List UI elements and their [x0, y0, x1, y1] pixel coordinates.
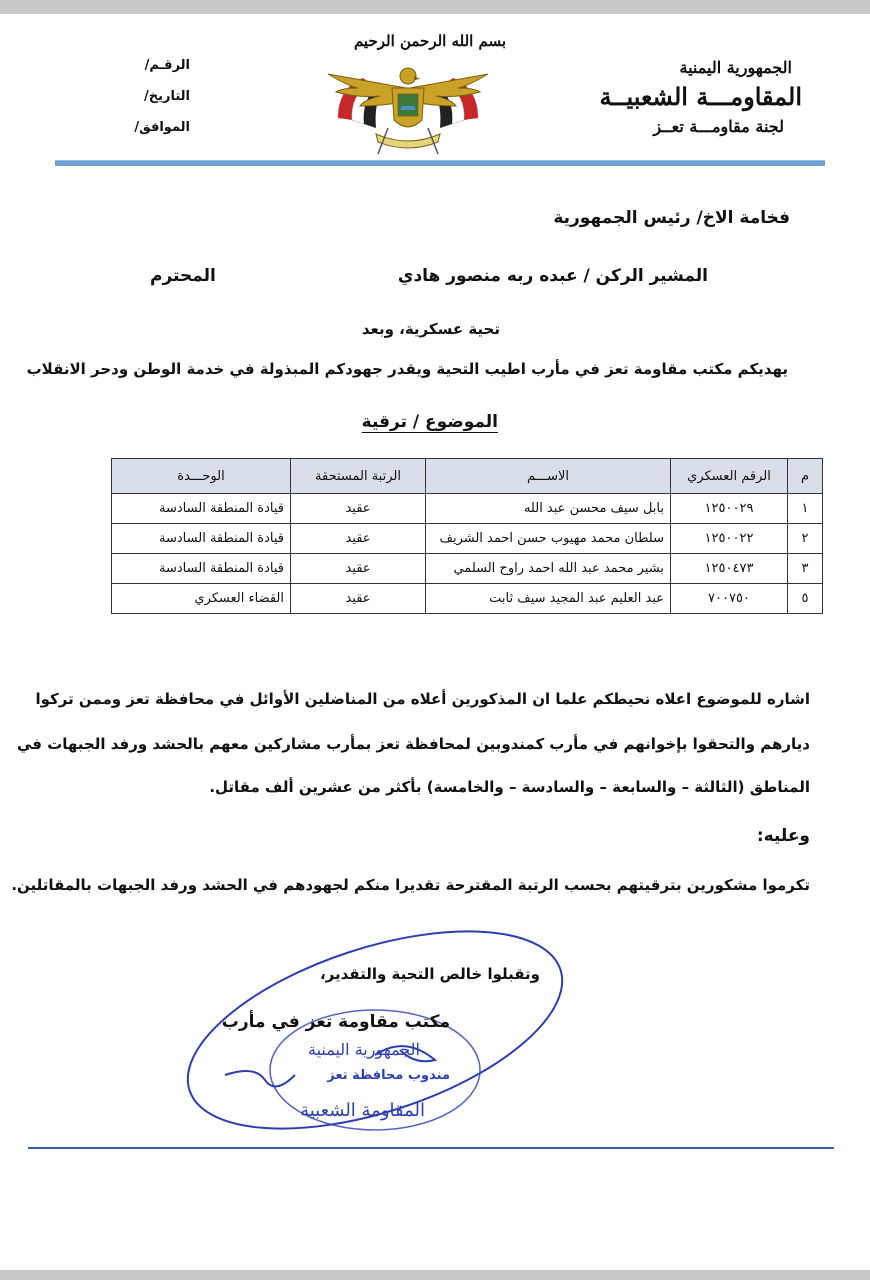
cell-unit: قيادة المنطقة السادسة — [112, 494, 291, 524]
cell-rank: عقيد — [291, 524, 426, 554]
cell-unit: قيادة المنطقة السادسة — [112, 554, 291, 584]
cell-military-number: ٧٠٠٧٥٠ — [671, 584, 788, 614]
col-header-unit: الوحـــدة — [112, 459, 291, 494]
table-row — [112, 584, 823, 614]
closing-text: وتقبلوا خالص التحية والتقدير، — [319, 965, 540, 983]
reference-fields — [110, 58, 190, 151]
stamp-text-top: الجمهورية اليمنية — [307, 1040, 420, 1059]
cell-unit: قيادة المنطقة السادسة — [112, 524, 291, 554]
addressee-title: فخامة الاخ/ رئيس الجمهورية — [553, 208, 790, 228]
cell-index: ٢ — [788, 524, 823, 554]
bottom-border — [0, 1270, 870, 1280]
cell-military-number: ١٢٥٠٤٧٣ — [671, 554, 788, 584]
top-border — [0, 0, 870, 14]
yemen-eagle-emblem-icon — [318, 58, 498, 162]
col-header-military-number: الرقم العسكري — [671, 459, 788, 494]
cell-rank: عقيد — [291, 584, 426, 614]
cell-rank: عقيد — [291, 494, 426, 524]
cell-military-number: ١٢٥٠٠٢٩ — [671, 494, 788, 524]
table-row — [112, 524, 823, 554]
cell-name: سلطان محمد مهيوب حسن احمد الشريف — [426, 524, 671, 554]
col-header-rank: الرتبة المستحقة — [291, 459, 426, 494]
committee-name: لجنة مقاومـــة تعــز — [653, 117, 784, 136]
cell-index: ٥ — [788, 584, 823, 614]
cell-name: بشير محمد عبد الله احمد راوح السلمي — [426, 554, 671, 584]
greeting: تحية عسكرية، وبعد — [361, 320, 500, 338]
body-line-2: ديارهم والتحقوا بإخوانهم في مأرب كمندوبين لمحافظة تعز بمأرب مشاركين معهم بالحشد ورفد الجبهات في — [16, 735, 810, 753]
body-line-1: اشاره للموضوع اعلاه نحيطكم علما ان المذكورين أعلاه من المناضلين الأوائل في محافظة تعز وممن تركوا — [35, 690, 810, 708]
subject: الموضوع / ترقية — [361, 412, 498, 432]
cell-name: بابل سيف محسن عبد الله — [426, 494, 671, 524]
stamp-text-mid: مندوب محافظة تعز — [327, 1068, 450, 1083]
date-label: التاريخ/ — [143, 89, 190, 104]
corresponding-label: الموافق/ — [134, 120, 190, 135]
republic-name: الجمهورية اليمنية — [679, 58, 792, 77]
therefore-heading: وعليه: — [756, 826, 810, 846]
footer-divider — [28, 1147, 834, 1149]
number-label: الرقـم/ — [144, 58, 190, 73]
cell-name: عبد العليم عبد المجيد سيف ثابت — [426, 584, 671, 614]
col-header-name: الاســـم — [426, 459, 671, 494]
header-divider — [55, 160, 825, 166]
cell-index: ١ — [788, 494, 823, 524]
addressee-name: المشير الركن / عبده ربه منصور هادي — [397, 266, 708, 286]
basmala: بسم الله الرحمن الرحيم — [353, 32, 507, 50]
signature-office: مكتب مقاومة تعز في مأرب — [221, 1012, 450, 1032]
cell-unit: القضاء العسكري — [112, 584, 291, 614]
col-header-index: م — [788, 459, 823, 494]
request-text: تكرموا مشكورين بترقيتهم بحسب الرتبة المقترحة تقديرا منكم لجهودهم في الحشد ورفد الجبهات بالمقاتلين. — [11, 876, 810, 894]
promotion-table — [111, 458, 823, 614]
cell-rank: عقيد — [291, 554, 426, 584]
intro-text: يهديكم مكتب مقاومة تعز في مأرب اطيب التحية ويقدر جهودكم المبذولة في خدمة الوطن ودحر الانقلاب — [26, 360, 788, 378]
stamp-text-bottom: المقاومة الشعبية — [300, 1100, 425, 1121]
resistance-name: المقاومـــة الشعبيــة — [599, 82, 802, 111]
table-row — [112, 554, 823, 584]
table-header-row — [112, 459, 823, 494]
letterhead-org — [562, 56, 802, 140]
honorific: المحترم — [150, 266, 216, 286]
cell-index: ٣ — [788, 554, 823, 584]
cell-military-number: ١٢٥٠٠٢٢ — [671, 524, 788, 554]
body-line-3: المناطق (الثالثة – والسابعة – والسادسة – والخامسة) بأكثر من عشرين ألف مقاتل. — [209, 778, 810, 796]
table-row — [112, 494, 823, 524]
